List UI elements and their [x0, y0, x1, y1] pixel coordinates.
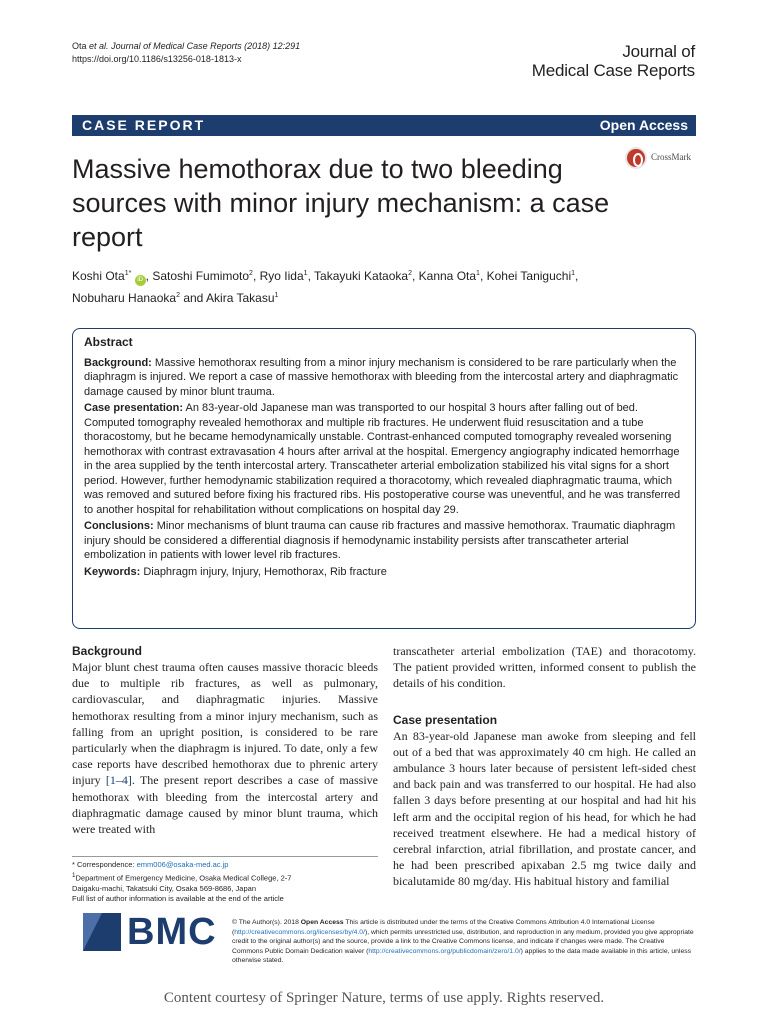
license-statement: © The Author(s). 2018 Open Access This article is distributed under the terms of the Creative Commons Attribution 4.0 International License (http://creativecommons.org/licenses/by/4.0/), which permits unrestricted use, distribution, and reproduction in any medium, provided you give appropriate credit to the original author(s) and the source, provide a link to the Creative Commons license, and indicate if changes were made. The Creative Commons Public Domain Dedication waiver (http://creativecommons.org/publicdomain/zero/1.0/) applies to the data made available in this article, unless otherwise stated.: [232, 919, 694, 965]
citation-header: [72, 40, 300, 66]
section-heading-background: Background: [72, 644, 143, 658]
full-author-info-note: Full list of author information is available at the end of the article: [72, 894, 284, 903]
doi-link[interactable]: https://doi.org/10.1186/s13256-018-1813-x: [72, 54, 242, 64]
abstract-keywords: Keywords: Diaphragm injury, Injury, Hemothorax, Rib fracture: [84, 565, 387, 578]
affiliation-line: $^1$Department of Emergency Medicine, Osaka Medical College, 2-7: [72, 871, 292, 882]
email-link[interactable]: emm006@osaka-med.ac.jp: [136, 860, 229, 869]
license-link[interactable]: http://creativecommons.org/licenses/by/4.0/: [234, 928, 365, 936]
journal-logo-line2: Medical Case Reports: [531, 61, 695, 80]
courtesy-footer: Content courtesy of Springer Nature, terms of use apply. Rights reserved.: [163, 990, 605, 1006]
abstract-conclusions: Conclusions: Minor mechanisms of blunt trauma can cause rib fractures and massive hemothorax. Traumatic diaphragm injury should be considered a differential diagnosis if hemodynamic instability persists after transcatheter arterial embolization in patients with lower level rib fractures.: [84, 520, 676, 561]
open-access-label: Open Access: [599, 117, 688, 133]
section-heading-case-presentation: Case presentation: [393, 712, 498, 727]
journal-logo-line1: Journal of: [622, 42, 695, 61]
author: Koshi Ota$^{1*}$: [72, 269, 132, 283]
public-domain-link[interactable]: http://creativecommons.org/publicdomain/zero/1.0/: [368, 947, 521, 955]
author: Kohei Taniguchi$^1$: [486, 269, 576, 283]
body-column-right: [393, 643, 696, 890]
journal-logo: [532, 42, 695, 80]
bmc-logo: [83, 913, 221, 953]
article-title: Massive hemothorax due to two bleeding sources with minor injury mechanism: a case report: [72, 154, 610, 252]
citation-link[interactable]: [1–4]: [105, 773, 132, 788]
crossmark-badge[interactable]: [625, 147, 705, 171]
abstract-heading: Abstract: [84, 335, 133, 349]
bmc-logo-text: BMC: [127, 911, 217, 953]
crossmark-icon: [625, 147, 647, 169]
correspondence-line: * Correspondence: emm006@osaka-med.ac.jp: [72, 860, 229, 869]
author-list: Koshi Ota$^{1*}$ iD , Satoshi Fumimoto$^2$, Ryo Iida$^1$, Takayuki Kataoka$^2$, Kanna Ota$^1$, Kohei Taniguchi$^1$, Nobuharu Hanaoka$^2$ and Akira Takasu$^1$: [72, 269, 579, 305]
article-type-banner: [72, 115, 696, 136]
case-presentation-paragraph: An 83-year-old Japanese man awoke from sleeping and fell out of a bed that was approximately 40 cm high. He called an ambulance 3 hours later because of persistent left-sided chest and back pain and was transferred to our hospital. He had also fallen 3 days before presenting at our hospital and had hit his left arm and the occipital region of his head, for which he had received treatment elsewhere. He had a medical history of cerebral infarction, atrial fibrillation, and prostate cancer, and he had been prescribed apixaban 2.5 mg twice daily and bicalutamide 80 mg/day. His habitual history and familial: [393, 728, 696, 889]
article-type-label: CASE REPORT: [82, 117, 206, 133]
background-paragraph: Major blunt chest trauma often causes massive thoracic bleeds due to multiple rib fractures, as well as pulmonary, cardiovascular, and diaphragmatic injuries. Massive hemothorax resulting from a minor injury mechanism, such as falling from an upright position, is considered to be rare particularly when the diaphragm is injured. To date, only a few case reports have described hemothorax due to phrenic artery injury [1–4]. The present report describes a case of massive hemothorax with bleeding from the intercostal artery and diaphragmatic damage caused by minor blunt trauma, which were treated with: [72, 660, 378, 837]
bmc-logo-icon: [83, 913, 121, 951]
author: Akira Takasu$^1$: [206, 291, 279, 305]
citation-line: [72, 40, 300, 53]
citation-author: Ota: [72, 41, 87, 51]
author: Nobuharu Hanaoka$^2$: [72, 291, 180, 305]
citation-etal: et al.: [89, 41, 109, 51]
body-column-left: [72, 643, 378, 837]
orcid-icon[interactable]: iD: [135, 275, 146, 286]
background-paragraph-continued: transcatheter arterial embolization (TAE) and thoracotomy. The patient provided written, informed consent to publish the details of his condition.: [393, 644, 696, 691]
crossmark-label: CrossMark: [651, 152, 691, 162]
abstract-background: Background: Massive hemothorax resulting from a minor injury mechanism is considered to be rare particularly when the diaphragm is injured. We report a case of massive hemothorax with bleeding from the intercostal artery and diaphragmatic damage caused by minor blunt trauma.: [84, 356, 679, 398]
author: Satoshi Fumimoto$^2$: [152, 269, 253, 283]
author: Ryo Iida$^1$: [259, 269, 308, 283]
author-and: and: [183, 291, 204, 305]
citation-journal: Journal of Medical Case Reports (2018) 12:291: [111, 41, 301, 51]
affiliation-address: Daigaku-machi, Takatsuki City, Osaka 569-8686, Japan: [72, 883, 256, 893]
author: Kanna Ota$^1$: [418, 269, 480, 283]
abstract-box: [72, 328, 696, 629]
abstract-case-presentation: Case presentation: An 83-year-old Japanese man was transported to our hospital 3 hours after falling out of bed. Computed tomography revealed hemothorax and multiple rib fractures. He underwent fluid resuscitation and a tube thoracostomy, but he became hemodynamically unstable. Contrast-enhanced computed tomography revealed worsening hemothorax with contrast extravasation 4 hours after arrival at the hospital. Emergency angiography indicated hemorrhage in the area supplied by the tenth intercostal artery. Transcatheter arterial embolization stabilized his vital signs for a short period. However, further hemodynamic stabilization required a thoracotomy, which revealed diaphragmatic trauma, which was removed and sutured before fixing his fractured ribs. His postoperative course was uneventful, and he was transferred to another hospital for rehabilitation without complications on hospital day 29.: [84, 402, 681, 516]
author: Takayuki Kataoka$^2$: [314, 269, 412, 283]
correspondence-footnote: [72, 856, 378, 905]
